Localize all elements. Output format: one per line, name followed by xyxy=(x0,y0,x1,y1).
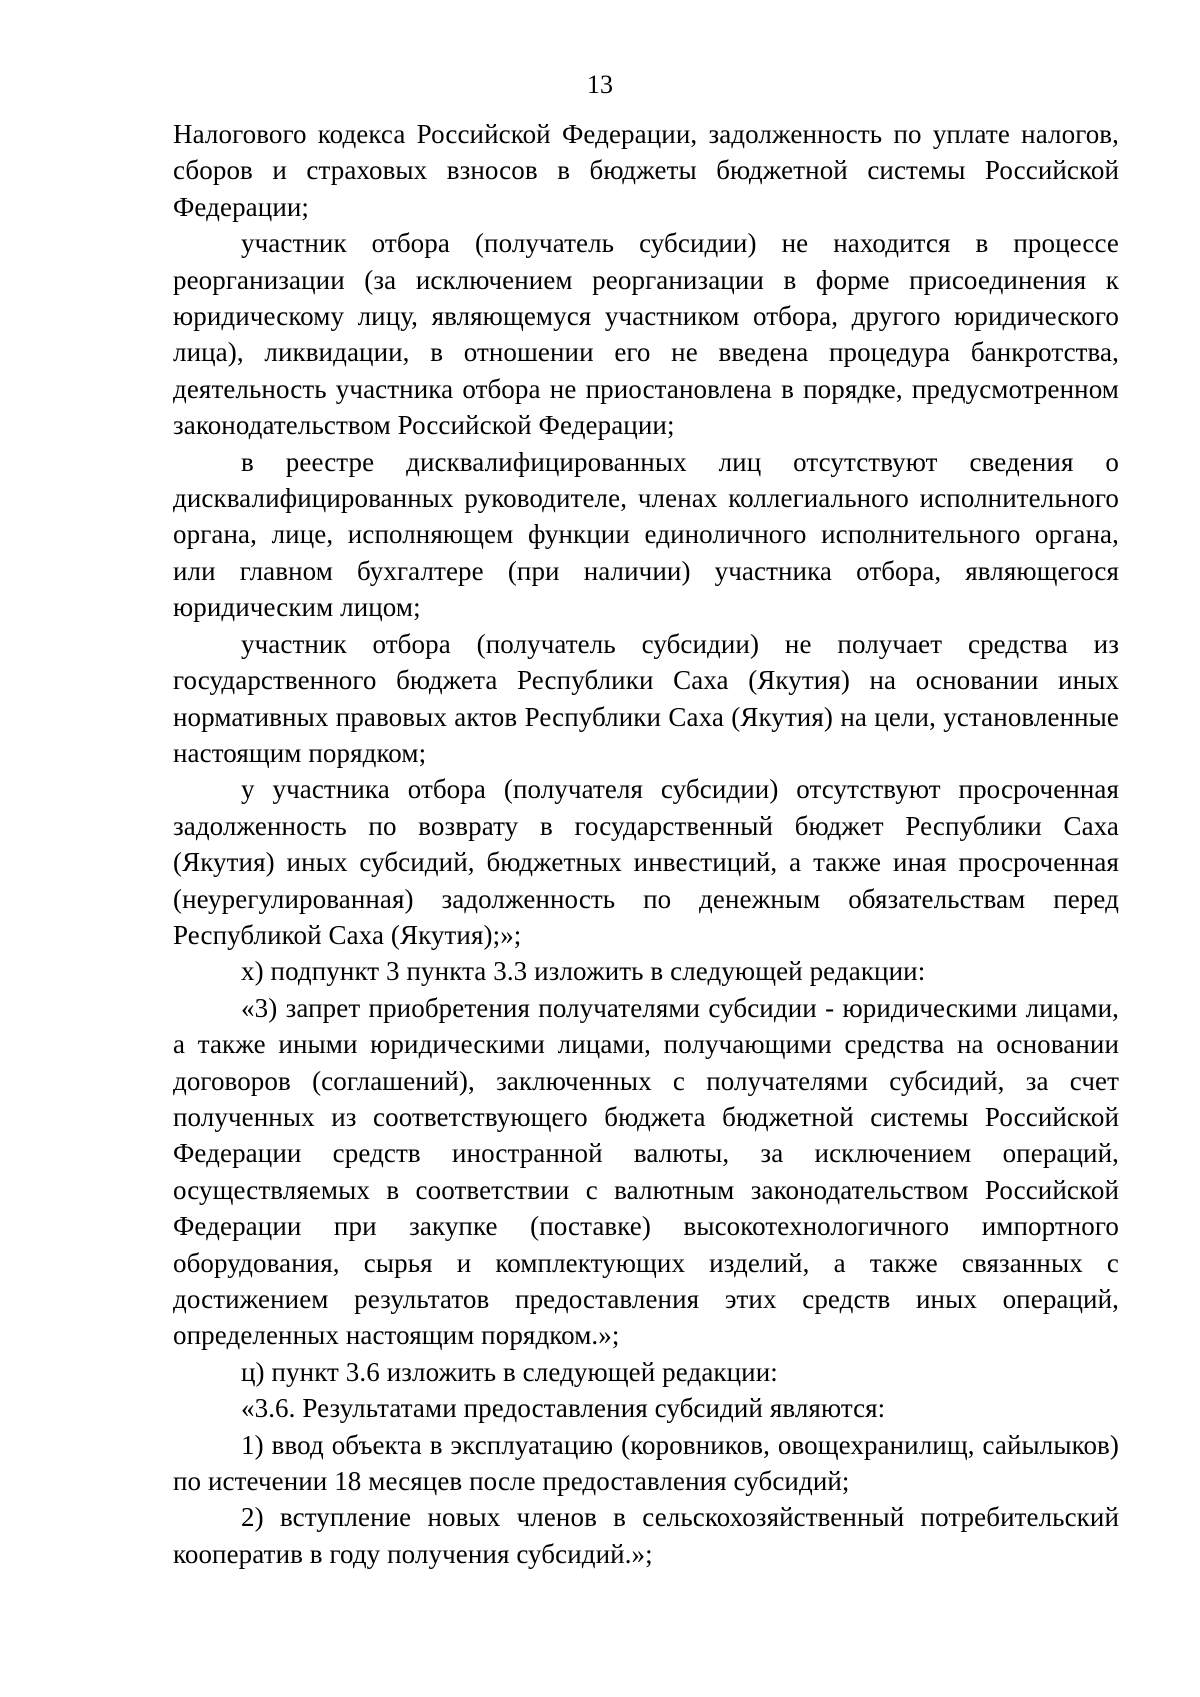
paragraph-result-2: 2) вступление новых членов в сельскохозяйственный потребительский кооператив в году получения субсидий.»; xyxy=(173,1502,1119,1569)
paragraph-tax-debt: Налогового кодекса Российской Федерации, задолженность по уплате налогов, сборов и страховых взносов в бюджеты бюджетной системы Российской Федерации; xyxy=(173,119,1119,222)
paragraph-reorganization: участник отбора (получатель субсидии) не находится в процессе реорганизации (за исключением реорганизации в форме присоединения к юридическому лицу, являющемуся участником отбора, другого юридического лица), ликвидации, в отношении его не введена процедура банкротства, деятельность участника отбора не приостановлена в порядке, предусмотренном законодательством Российской Федерации; xyxy=(173,228,1119,441)
paragraph-result-1: 1) ввод объекта в эксплуатацию (коровников, овощехранилищ, сайылыков) по истечении 18 месяцев после предоставления субсидий; xyxy=(173,1429,1119,1497)
paragraph-disqualified-registry: в реестре дисквалифицированных лиц отсутствуют сведения о дисквалифицированных руководителе, членах коллегиального исполнительного органа, лице, исполняющем функции единоличного исполнительного органа, или главном бухгалтере (при наличии) участника отбора, являющегося юридическим лицом; xyxy=(173,446,1119,623)
paragraph-item-ts: ц) пункт 3.6 изложить в следующей редакции: xyxy=(241,1356,778,1387)
paragraph-no-overdue-debt: у участника отбора (получателя субсидии) отсутствуют просроченная задолженность по возврату в государственный бюджет Республики Саха (Якутия) иных субсидий, бюджетных инвестиций, а также иная просроченная (неурегулированная) задолженность по денежным обязательствам перед Республикой Саха (Якутия);»; xyxy=(173,774,1119,950)
paragraph-results-heading: «3.6. Результатами предоставления субсидий являются: xyxy=(241,1393,886,1424)
paragraph-no-other-funds: участник отбора (получатель субсидии) не получает средства из государственного бюджета Республики Саха (Якутия) на основании иных нормативных правовых актов Республики Саха (Якутия) на цели, установленные настоящим порядком; xyxy=(173,628,1119,768)
document-body xyxy=(173,116,1119,1572)
page-number: 13 xyxy=(587,70,613,99)
paragraph-item-kh: х) подпункт 3 пункта 3.3 изложить в следующей редакции: xyxy=(241,956,926,987)
paragraph-currency-ban: «3) запрет приобретения получателями субсидии - юридическими лицами, а также иными юридическими лицами, получающими средства на основании договоров (соглашений), заключенных с получателями субсидий, за счет полученных из соответствующего бюджета бюджетной системы Российской Федерации средств иностранной валюты, за исключением операций, осуществляемых в соответствии с валютным законодательством Российской Федерации при закупке (поставке) высокотехнологичного импортного оборудования, сырья и комплектующих изделий, а также связанных с достижением результатов предоставления этих средств иных операций, определенных настоящим порядком.»; xyxy=(173,992,1119,1351)
